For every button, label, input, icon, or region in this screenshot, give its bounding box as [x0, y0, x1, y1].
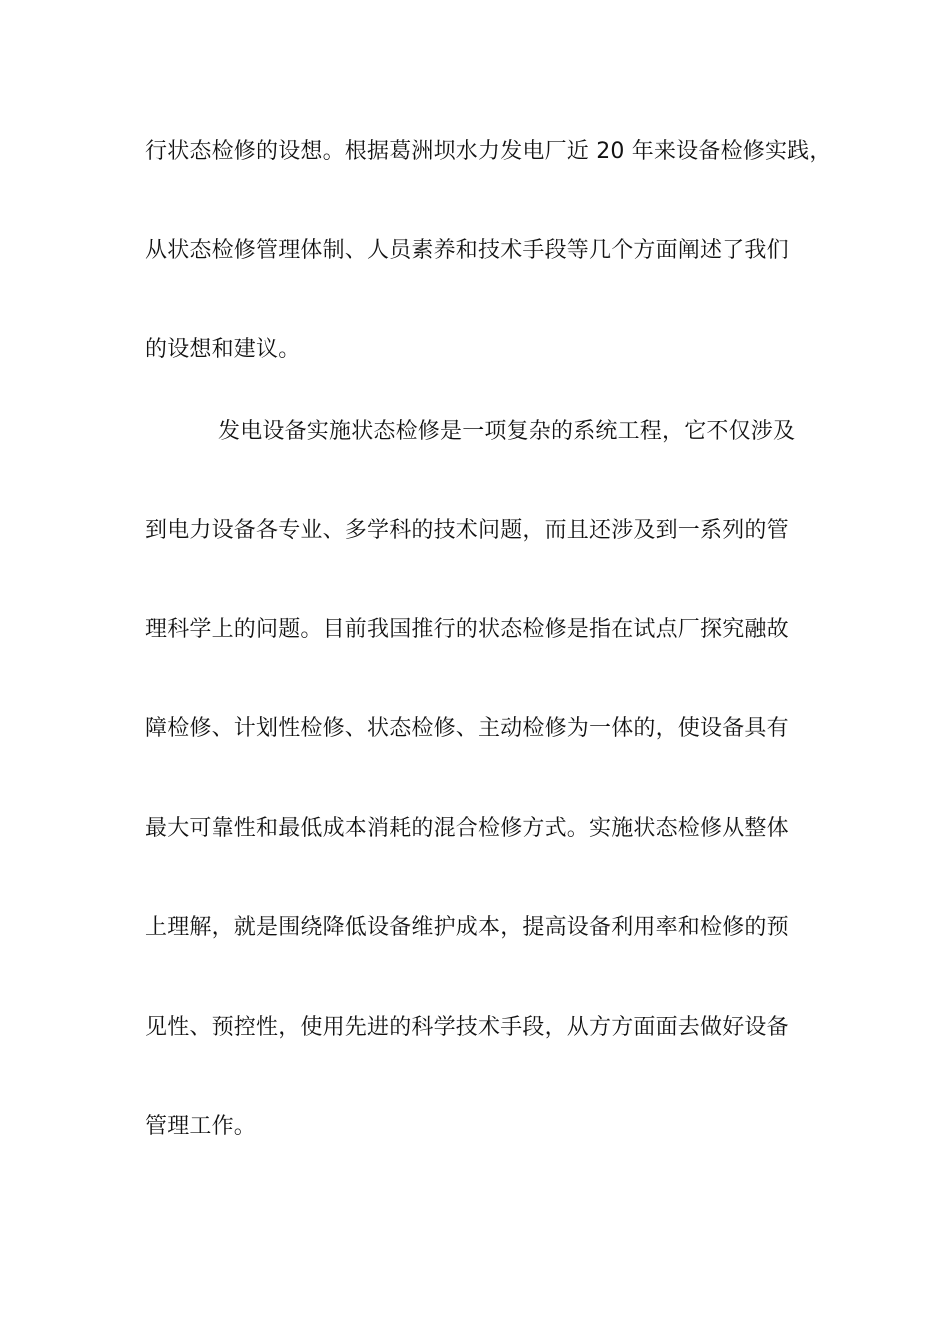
- text-line: 障检修、计划性检修、状态检修、主动检修为一体的，使设备具有: [145, 716, 789, 741]
- text-line: 行状态检修的设想。根据葛洲坝水力发电厂近 20 年来设备检修实践，: [145, 139, 832, 164]
- text-line: 见性、预控性，使用先进的科学技术手段，从方方面面去做好设备: [145, 1015, 789, 1040]
- text-line: 从状态检修管理体制、人员素养和技术手段等几个方面阐述了我们: [145, 238, 789, 263]
- text-line: 最大可靠性和最低成本消耗的混合检修方式。实施状态检修从整体: [145, 816, 789, 841]
- paragraph-first-line: 发电设备实施状态检修是一项复杂的系统工程，它不仅涉及: [218, 419, 796, 444]
- text-line: 管理工作。: [145, 1114, 257, 1139]
- text-line: 的设想和建议。: [145, 337, 301, 362]
- text-line: 上理解，就是围绕降低设备维护成本，提高设备利用率和检修的预: [145, 915, 789, 940]
- text-line: 理科学上的问题。目前我国推行的状态检修是指在试点厂探究融故: [145, 617, 789, 642]
- text-line: 到电力设备各专业、多学科的技术问题，而且还涉及到一系列的管: [145, 518, 789, 543]
